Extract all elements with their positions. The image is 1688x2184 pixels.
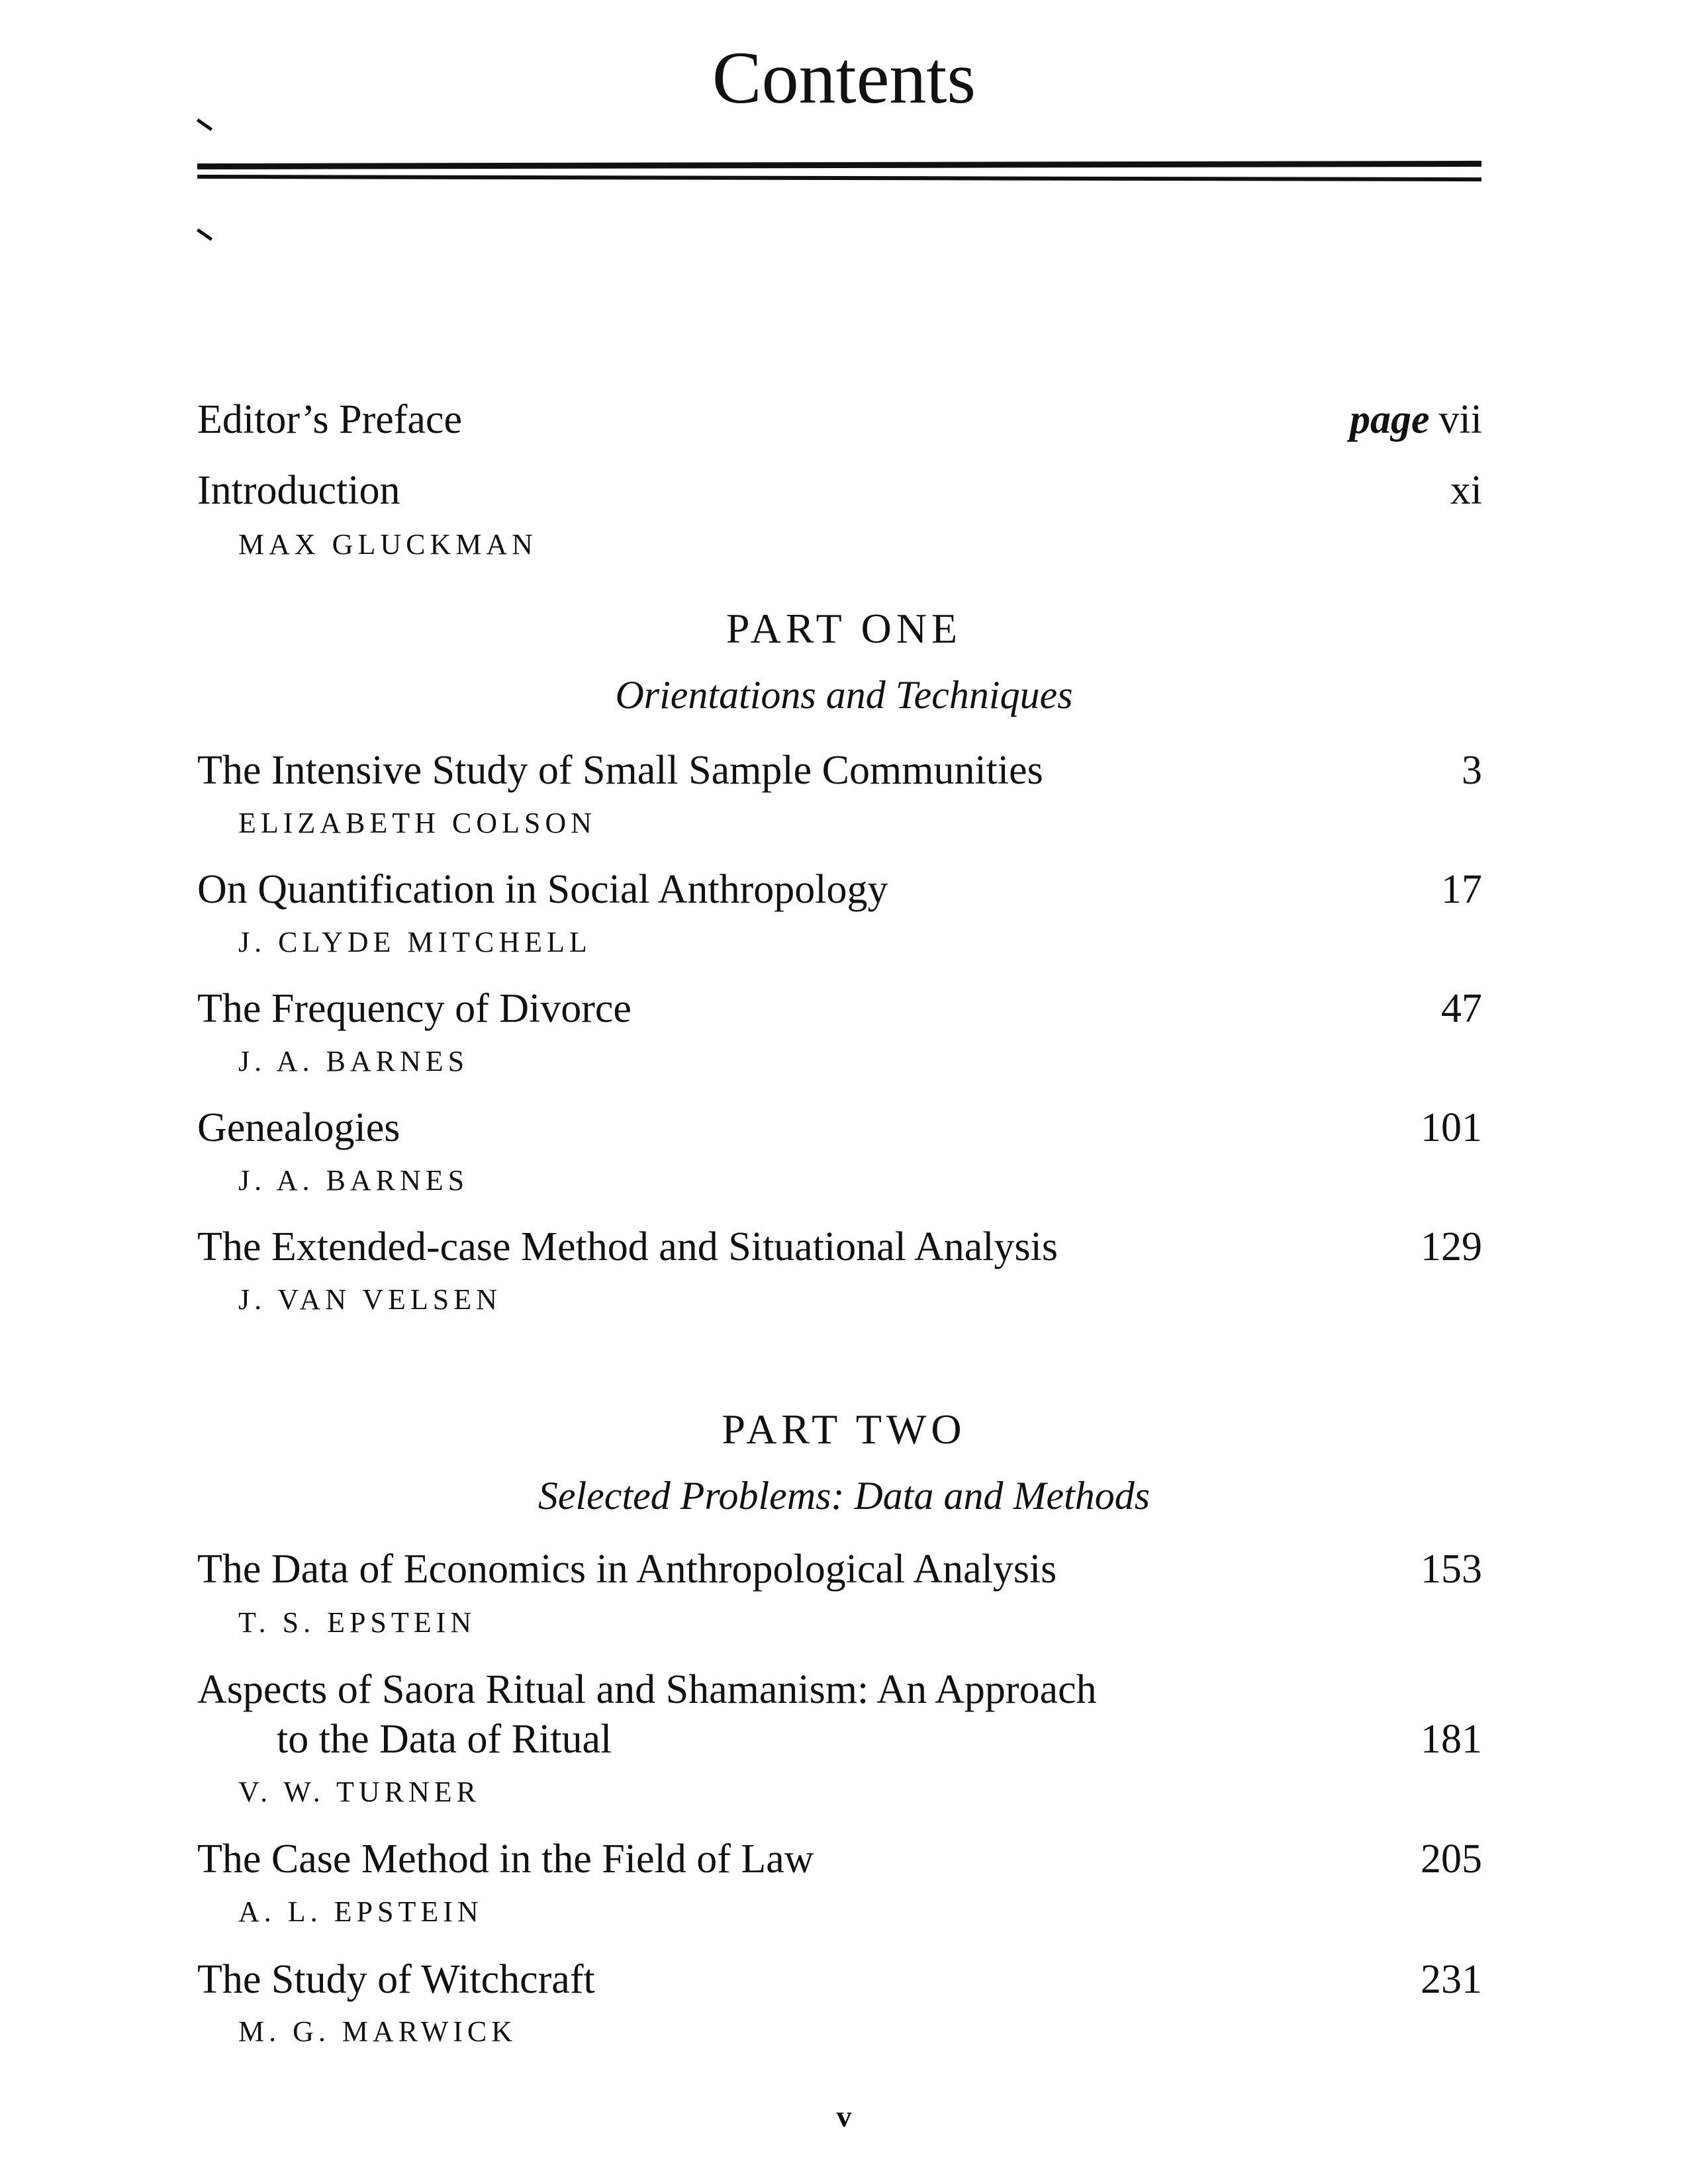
toc-entry-continuation[interactable]: to the Data of Ritual [277,1717,612,1762]
toc-page-number: 3 [1462,748,1482,793]
toc-author: J. CLYDE MITCHELL [238,926,592,958]
toc-entry[interactable]: On Quantification in Social Anthropology [197,867,888,912]
toc-page-number [1350,399,1482,440]
part-one-subtitle: Orientations and Techniques [615,673,1073,717]
toc-page-number: xi [1450,468,1482,513]
toc-author: M. G. MARWICK [238,2015,518,2048]
toc-entry[interactable]: The Intensive Study of Small Sample Communities [197,748,1043,793]
toc-page-number: 47 [1441,986,1482,1031]
part-one-label: PART ONE [726,605,962,652]
toc-page-number: 101 [1421,1105,1482,1150]
toc-page-number: 129 [1421,1224,1482,1269]
part-two-subtitle: Selected Problems: Data and Methods [538,1474,1150,1518]
toc-entry[interactable]: The Data of Economics in Anthropological Analysis [197,1547,1057,1592]
scan-mark [197,118,212,131]
title-rule-bottom [197,175,1481,181]
toc-author: J. VAN VELSEN [238,1283,502,1316]
toc-author: J. A. BARNES [238,1045,469,1077]
toc-page-number: 17 [1441,867,1482,912]
part-two-label: PART TWO [722,1406,966,1453]
toc-page-number: 205 [1421,1837,1482,1882]
toc-entry-introduction[interactable]: Introduction [197,468,400,513]
toc-author: A. L. EPSTEIN [238,1895,483,1928]
toc-entry[interactable]: Aspects of Saora Ritual and Shamanism: An Approach [197,1667,1097,1712]
toc-entry[interactable]: The Case Method in the Field of Law [197,1837,814,1882]
scan-mark [197,228,212,241]
page-title: Contents [712,37,976,119]
toc-author: ELIZABETH COLSON [238,807,596,839]
toc-entry[interactable]: The Study of Witchcraft [197,1957,595,2002]
toc-page-number: 231 [1421,1957,1482,2002]
toc-entry[interactable]: The Frequency of Divorce [197,986,632,1031]
toc-entry-editors-preface[interactable]: Editor’s Preface [197,397,462,442]
toc-author: MAX GLUCKMAN [238,528,538,561]
toc-page-number: 153 [1421,1547,1482,1592]
toc-author: V. W. TURNER [238,1776,481,1808]
toc-author: T. S. EPSTEIN [238,1606,477,1639]
page-word: page [1350,397,1430,442]
toc-page-number: 181 [1421,1717,1482,1762]
page-folio: v [836,2099,852,2133]
page-value: vii [1438,397,1482,442]
toc-entry[interactable]: Genealogies [197,1105,400,1150]
toc-entry[interactable]: The Extended-case Method and Situational Analysis [197,1224,1058,1269]
toc-author: J. A. BARNES [238,1164,469,1197]
title-rule-top [197,161,1481,169]
